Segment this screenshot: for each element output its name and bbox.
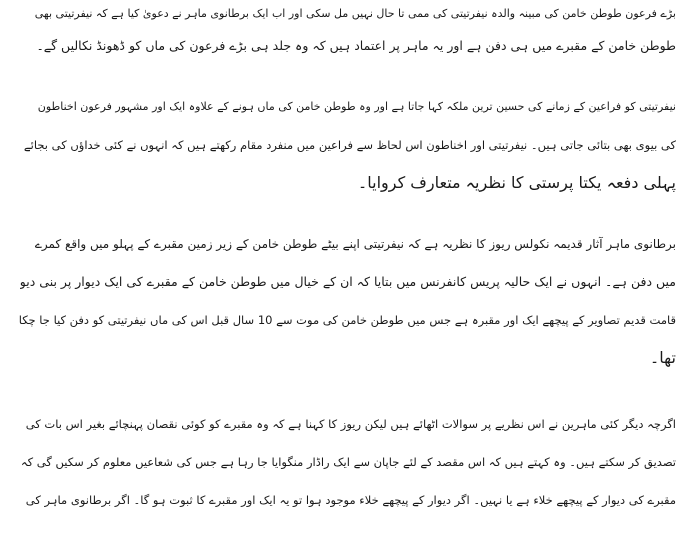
- paragraph-3-line-2: میں دفن ہے۔ انہوں نے ایک حالیہ پریس کانفرنس میں بتایا کہ ان کے خیال میں طوطن خامن کے مقبرے کی ایک دیوار پر بنی دیو: [19, 274, 676, 289]
- paragraph-2-line-2: کی بیوی بھی بتائی جاتی ہیں۔ نیفرتیتی اور اخناطون اس لحاظ سے فراعین میں منفرد مقام رکھتے ہیں کہ انہوں نے کئی خداؤں کی بجائے: [23, 138, 676, 152]
- paragraph-2-line-3: پہلی دفعہ یکتا پرستی کا نظریہ متعارف کروایا۔: [357, 173, 676, 192]
- paragraph-4-line-3: مقبرے کی دیوار کے پیچھے خلاء ہے یا نہیں۔ اگر دیوار کے پیچھے خلاء موجود ہوا تو یہ ایک اور مقبرے کا ثبوت ہو گا۔ اگر برطانوی ماہر کی: [25, 493, 676, 507]
- paragraph-4-line-1: اگرچہ دیگر کئی ماہرین نے اس نظریے پر سوالات اٹھائے ہیں لیکن ریوز کا کہنا ہے کہ وہ مقبرے کو کوئی نقصان پہنچائے بغیر اس بات کی: [25, 417, 676, 431]
- paragraph-1-line-1: بڑے فرعون طوطن خامن کی مبینہ والدہ نیفرتیتی کی ممی تا حال نہیں مل سکی اور اب ایک برطانوی ماہر نے دعویٰ کیا ہے کہ نیفرتیتی بھی: [34, 7, 676, 20]
- paragraph-2-line-1: نیفرتیتی کو فراعین کے زمانے کی حسین ترین ملکہ کہا جاتا ہے اور وہ طوطن خامن کی ماں ہونے کے علاوہ ایک اور مشہور فرعون اخناطون: [37, 100, 676, 113]
- paragraph-3-line-4: تھا۔: [649, 348, 676, 367]
- paragraph-1-line-2: طوطن خامن کے مقبرے میں ہی دفن ہے اور یہ ماہر پر اعتماد ہیں کہ وہ جلد ہی بڑے فرعون کی ماں کو ڈھونڈ نکالیں گے۔: [36, 38, 676, 53]
- paragraph-4-line-2: تصدیق کر سکتے ہیں۔ وہ کہتے ہیں کہ اس مقصد کے لئے جاپان سے ایک راڈار منگوایا جا رہا ہے جس کی شعاعیں معلوم کر سکیں گی کہ: [20, 455, 676, 469]
- paragraph-3-line-1: برطانوی ماہر آثار قدیمہ نکولس ریوز کا نظریہ ہے کہ نیفرتیتی اپنے بیٹے طوطن خامن کے زیر زمین مقبرے کے پہلو میں واقع کمرے: [34, 237, 676, 251]
- paragraph-3-line-3: قامت قدیم تصاویر کے پیچھے ایک اور مقبرہ ہے جس میں طوطن خامن کی موت سے 10 سال قبل اس کی ماں نیفرتیتی کو دفن کیا جا چکا: [18, 313, 676, 327]
